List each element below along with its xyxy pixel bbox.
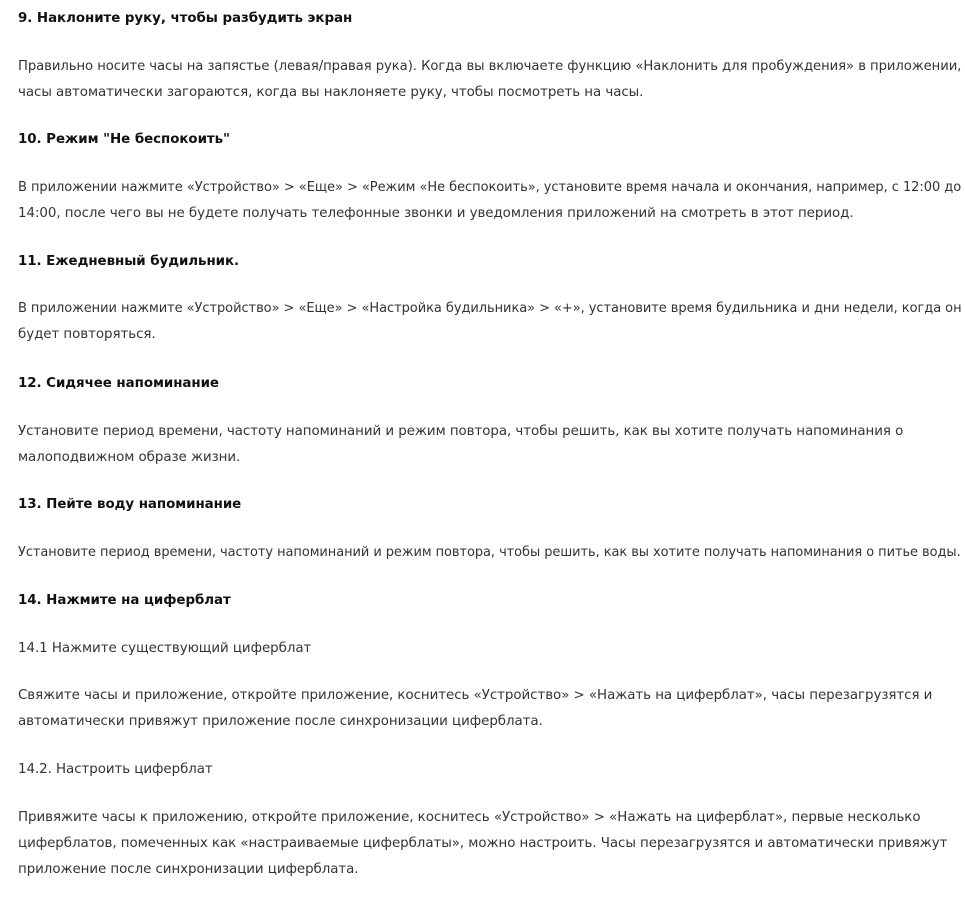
paragraph-line: Свяжите часы и приложение, откройте приложение, коснитесь «Устройство» > «Нажать на циферблат», часы перезагрузятся и [18, 688, 933, 703]
section-heading-9: 9. Наклоните руку, чтобы разбудить экран [18, 11, 353, 26]
paragraph-line: будет повторяться. [18, 327, 156, 342]
paragraph-line: малоподвижном образе жизни. [18, 450, 241, 465]
section-heading-10: 10. Режим "Не беспокоить" [18, 132, 230, 147]
paragraph-line: В приложении нажмите «Устройство» > «Еще» > «Настройка будильника» > «+», установите время будильника и дни недели, когда он [18, 301, 962, 316]
subheading-14-1: 14.1 Нажмите существующий циферблат [18, 641, 312, 656]
paragraph-line: Установите период времени, частоту напоминаний и режим повтора, чтобы решить, как вы хотите получать напоминания о питье воды. [18, 545, 961, 560]
paragraph-line: циферблатов, помеченных как «настраиваемые циферблаты», можно настроить. Часы перезагрузятся и автоматически привяжут [18, 836, 948, 851]
section-heading-11: 11. Ежедневный будильник. [18, 254, 240, 269]
paragraph-line: приложение после синхронизации циферблата. [18, 862, 359, 877]
paragraph-line: 14:00, после чего вы не будете получать телефонные звонки и уведомления приложений на смотреть в этот период. [18, 206, 854, 221]
section-heading-12: 12. Сидячее напоминание [18, 376, 219, 391]
subheading-14-2: 14.2. Настроить циферблат [18, 762, 213, 777]
paragraph-line: В приложении нажмите «Устройство» > «Еще» > «Режим «Не беспокоить», установите время начала и окончания, например, с 12:00 до [18, 180, 962, 195]
paragraph-line: Правильно носите часы на запястье (левая/правая рука). Когда вы включаете функцию «Наклонить для пробуждения» в приложении, [18, 59, 962, 74]
paragraph-line: часы автоматически загораются, когда вы наклоняете руку, чтобы посмотреть на часы. [18, 85, 644, 100]
section-heading-13: 13. Пейте воду напоминание [18, 497, 242, 512]
paragraph-line: Установите период времени, частоту напоминаний и режим повтора, чтобы решить, как вы хотите получать напоминания о [18, 424, 904, 439]
section-heading-14: 14. Нажмите на циферблат [18, 593, 231, 608]
paragraph-line: Привяжите часы к приложению, откройте приложение, коснитесь «Устройство» > «Нажать на циферблат», первые несколько [18, 810, 921, 825]
paragraph-line: автоматически привяжут приложение после синхронизации циферблата. [18, 714, 543, 729]
